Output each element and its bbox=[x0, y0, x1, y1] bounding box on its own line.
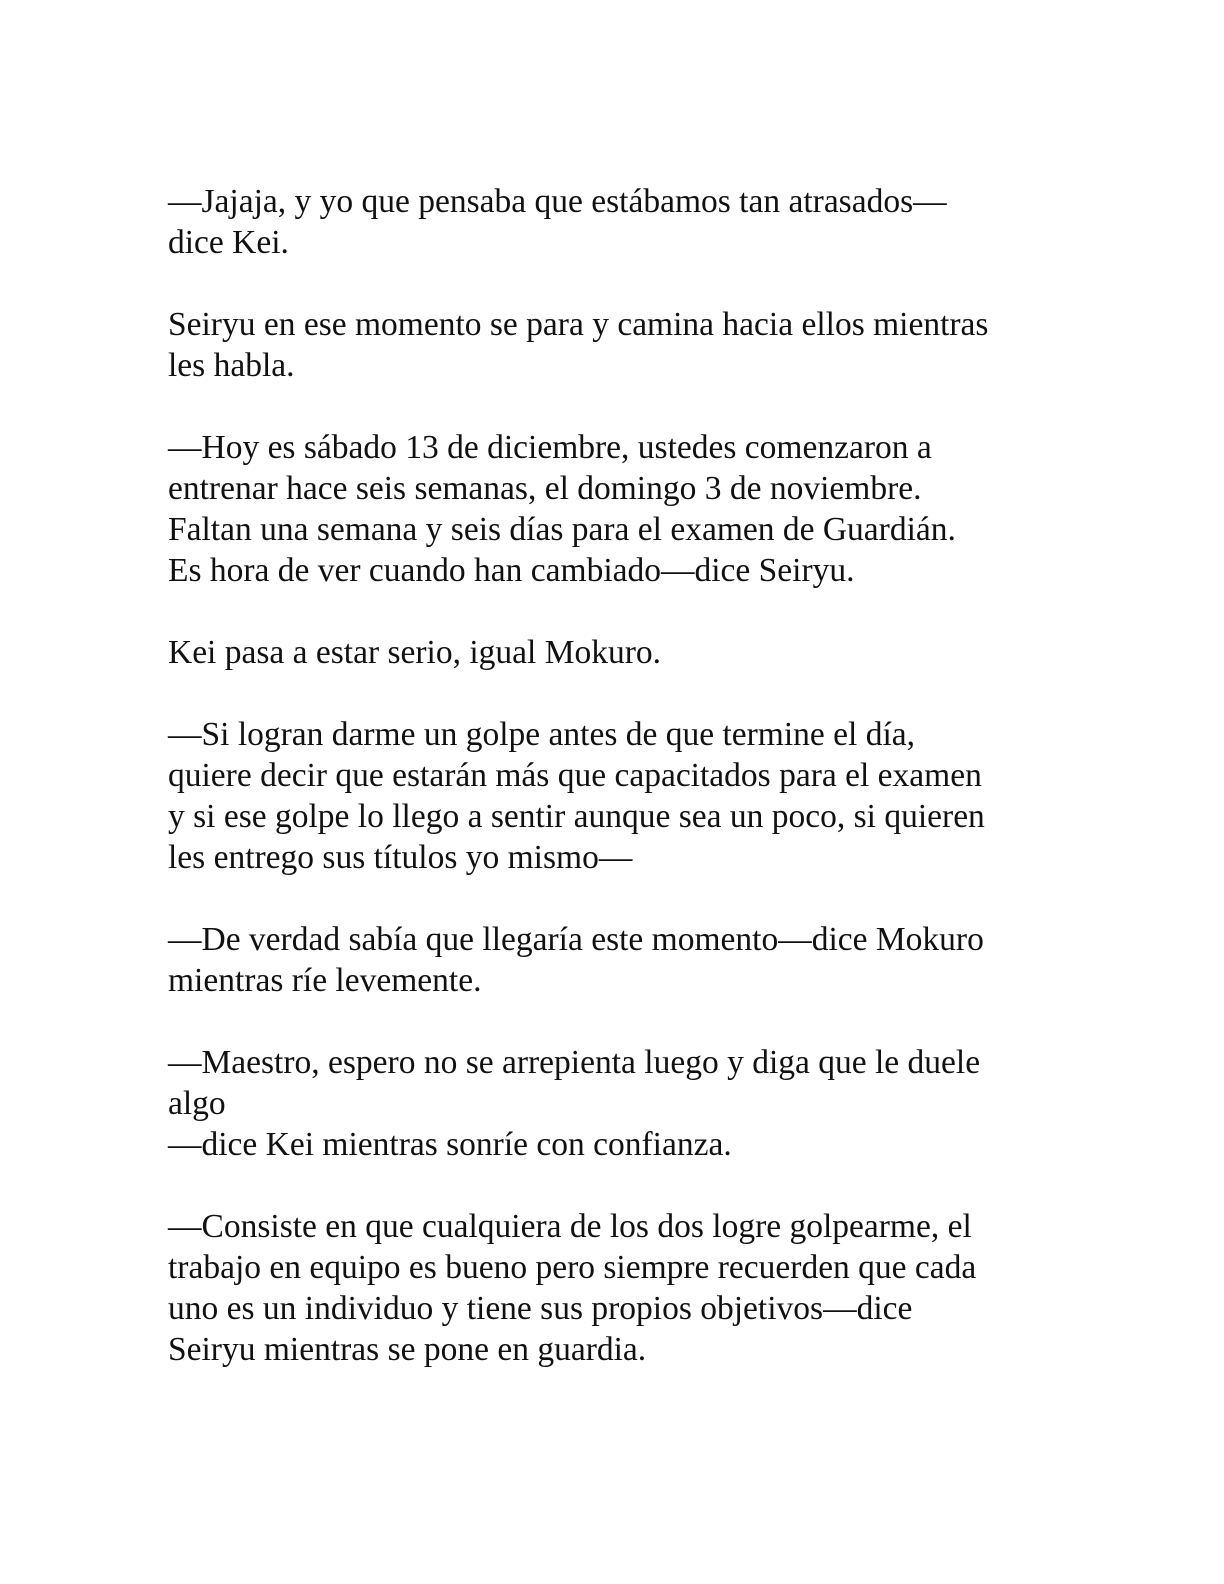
document-page bbox=[168, 181, 1068, 1411]
text-line: —Hoy es sábado 13 de diciembre, ustedes comenzaron a bbox=[168, 429, 932, 466]
text-line: —Maestro, espero no se arrepienta luego y diga que le duele bbox=[168, 1044, 981, 1081]
text-line: —Jajaja, y yo que pensaba que estábamos tan atrasados— bbox=[168, 183, 947, 220]
text-line: mientras ríe levemente. bbox=[168, 962, 482, 999]
text-line: Kei pasa a estar serio, igual Mokuro. bbox=[168, 634, 662, 671]
text-line: quiere decir que estarán más que capacitados para el examen bbox=[168, 757, 982, 794]
paragraph-5 bbox=[168, 714, 1068, 878]
text-line: Seiryu en ese momento se para y camina hacia ellos mientras bbox=[168, 306, 989, 343]
text-line: —Si logran darme un golpe antes de que termine el día, bbox=[168, 716, 916, 753]
text-line: algo bbox=[168, 1085, 226, 1122]
paragraph-4 bbox=[168, 632, 1068, 673]
paragraph-7 bbox=[168, 1042, 1068, 1165]
paragraph-8 bbox=[168, 1206, 1068, 1370]
text-line: —Consiste en que cualquiera de los dos logre golpearme, el bbox=[168, 1208, 972, 1245]
text-line: entrenar hace seis semanas, el domingo 3 de noviembre. bbox=[168, 470, 922, 507]
text-line: dice Kei. bbox=[168, 224, 289, 261]
text-line: y si ese golpe lo llego a sentir aunque sea un poco, si quieren bbox=[168, 798, 985, 835]
paragraph-3 bbox=[168, 427, 1068, 591]
text-line: Es hora de ver cuando han cambiado—dice Seiryu. bbox=[168, 552, 855, 589]
text-line: les habla. bbox=[168, 347, 295, 384]
text-line: les entrego sus títulos yo mismo— bbox=[168, 839, 633, 876]
text-line: —dice Kei mientras sonríe con confianza. bbox=[168, 1126, 732, 1163]
text-line: trabajo en equipo es bueno pero siempre recuerden que cada bbox=[168, 1249, 977, 1286]
text-line: uno es un individuo y tiene sus propios objetivos—dice bbox=[168, 1290, 913, 1327]
text-line: Faltan una semana y seis días para el examen de Guardián. bbox=[168, 511, 956, 548]
paragraph-1 bbox=[168, 181, 1068, 263]
paragraph-6 bbox=[168, 919, 1068, 1001]
paragraph-2 bbox=[168, 304, 1068, 386]
text-line: Seiryu mientras se pone en guardia. bbox=[168, 1331, 647, 1368]
text-line: —De verdad sabía que llegaría este momento—dice Mokuro bbox=[168, 921, 984, 958]
